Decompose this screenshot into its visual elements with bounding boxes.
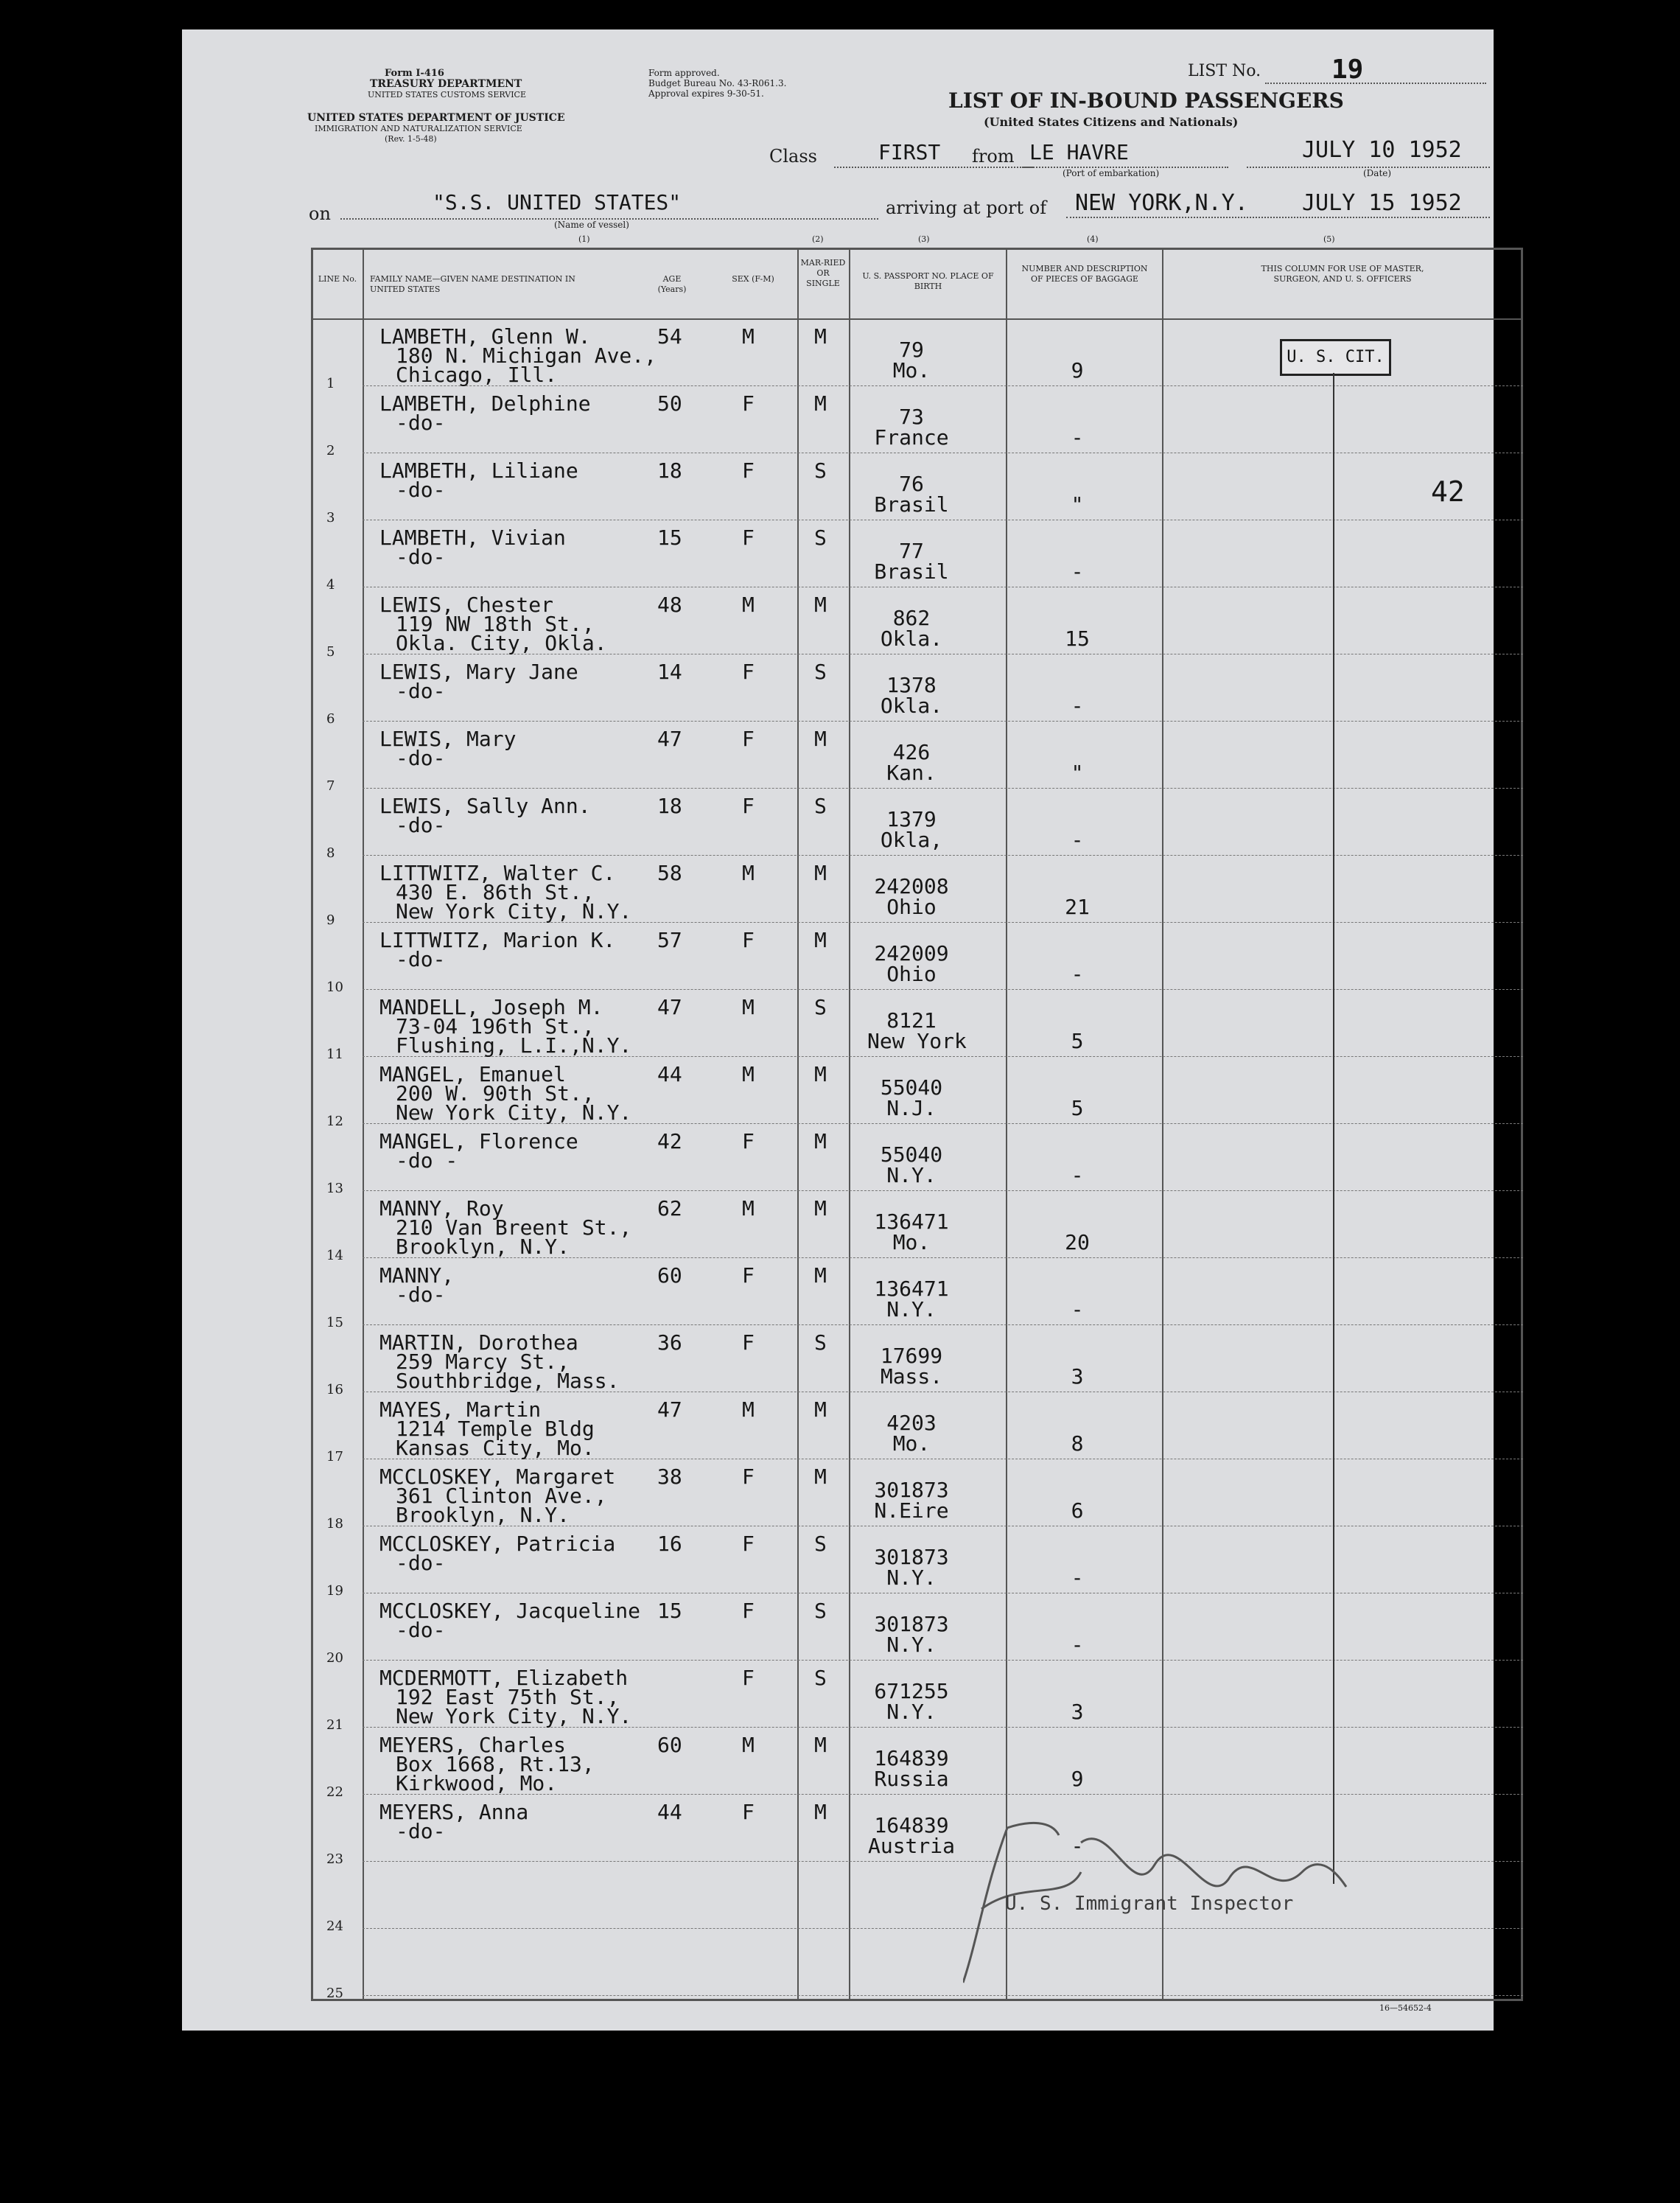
age: 15 (657, 1599, 682, 1623)
passport-number: 301873 (874, 1545, 949, 1569)
sex: F (742, 1330, 755, 1355)
line-number: 24 (326, 1919, 343, 1934)
passenger-name: LAMBETH, Glenn W. (379, 324, 591, 349)
destination: 180 N. Michigan Ave., (396, 343, 657, 368)
marital-status: S (814, 458, 827, 483)
header-age: AGE (Years) (657, 274, 687, 294)
destination: 200 W. 90th St., (396, 1081, 595, 1106)
destination: -do- (396, 813, 446, 837)
list-label: LIST No. (1188, 62, 1261, 80)
passport-number: 8121 (886, 1008, 937, 1033)
line-number: 25 (326, 1986, 343, 2001)
passport-number: 73 (899, 405, 924, 429)
age: 62 (657, 1196, 682, 1221)
header-line-no: LINE No. (318, 274, 357, 284)
sex: F (742, 526, 755, 550)
departure-date: JULY 10 1952 (1302, 137, 1462, 163)
destination-city: Kansas City, Mo. (396, 1436, 595, 1460)
passport-number: 242008 (874, 874, 949, 898)
arriving-label: arriving at port of (886, 198, 1047, 218)
baggage-count: " (1071, 761, 1084, 785)
sex: F (742, 1464, 755, 1489)
colnum-2: (2) (812, 234, 824, 244)
line-number: 13 (326, 1181, 343, 1196)
line-number: 12 (326, 1114, 343, 1129)
passport-number: 1378 (886, 673, 937, 697)
manifest-sheet (182, 29, 1494, 2031)
place-of-birth: Brasil (874, 492, 949, 517)
destination-city: Flushing, L.I.,N.Y. (396, 1033, 632, 1058)
passenger-name: MCCLOSKEY, Jacqueline (379, 1599, 641, 1623)
place-of-birth: Okla, (880, 828, 943, 852)
destination-city: Kirkwood, Mo. (396, 1771, 558, 1795)
sex: F (742, 1263, 755, 1288)
passport-number: 79 (899, 338, 924, 362)
class-value: FIRST (878, 140, 941, 164)
sex: F (742, 794, 755, 818)
line-number: 23 (326, 1851, 343, 1867)
place-of-birth: Mass. (880, 1364, 943, 1389)
destination-city: Chicago, Ill. (396, 363, 558, 387)
line-number: 9 (326, 912, 335, 928)
passport-number: 671255 (874, 1679, 949, 1703)
place-of-birth: N.Y. (886, 1565, 937, 1590)
marital-status: S (814, 660, 827, 684)
place-of-birth: Kan. (886, 761, 937, 785)
destination: Box 1668, Rt.13, (396, 1752, 595, 1776)
passenger-name: LEWIS, Mary (379, 727, 517, 751)
place-of-birth: N.Y. (886, 1700, 937, 1724)
destination: -do - (396, 1148, 458, 1173)
marital-status: M (814, 928, 827, 952)
passenger-name: LAMBETH, Delphine (379, 391, 591, 416)
passport-number: 164839 (874, 1813, 949, 1837)
margin-note: 42 (1431, 475, 1465, 508)
port-embarkation: LE HAVRE (1029, 140, 1129, 164)
baggage-count: 3 (1071, 1700, 1084, 1724)
sex: M (742, 861, 755, 885)
destination: -do- (396, 545, 446, 569)
passenger-name: LITTWITZ, Marion K. (379, 928, 616, 952)
line-number: 22 (326, 1784, 343, 1800)
vessel-note: (Name of vessel) (554, 220, 629, 230)
passenger-name: LITTWITZ, Walter C. (379, 861, 616, 885)
destination: -do- (396, 1551, 446, 1575)
destination: 210 Van Breent St., (396, 1215, 632, 1240)
age: 47 (657, 995, 682, 1019)
marital-status: S (814, 1330, 827, 1355)
destination: -do- (396, 1618, 446, 1642)
destination-city: New York City, N.Y. (396, 899, 632, 924)
baggage-count: - (1071, 1633, 1084, 1657)
line-number: 1 (326, 376, 335, 391)
signature-caption: U. S. Immigrant Inspector (1005, 1893, 1294, 1915)
destination: -do- (396, 947, 446, 971)
place-of-birth: Mo. (892, 1230, 931, 1254)
vessel-name: "S.S. UNITED STATES" (433, 190, 682, 214)
passenger-name: MCDERMOTT, Elizabeth (379, 1666, 629, 1690)
sex: M (742, 324, 755, 349)
destination: 259 Marcy St., (396, 1350, 570, 1374)
place-of-birth: Okla. (880, 694, 943, 718)
passport-number: 301873 (874, 1612, 949, 1636)
marital-status: M (814, 1800, 827, 1824)
passport-number: 17699 (880, 1344, 943, 1368)
baggage-count: - (1071, 559, 1084, 584)
marital-status: M (814, 1129, 827, 1153)
passenger-name: LEWIS, Sally Ann. (379, 794, 591, 818)
sex: F (742, 660, 755, 684)
age: 36 (657, 1330, 682, 1355)
age: 42 (657, 1129, 682, 1153)
marital-status: M (814, 1397, 827, 1422)
marital-status: M (814, 1464, 827, 1489)
marital-status: S (814, 1599, 827, 1623)
passenger-name: MEYERS, Anna (379, 1800, 529, 1824)
line-number: 7 (326, 778, 335, 794)
arrival-date: JULY 15 1952 (1302, 190, 1462, 216)
passport-number: 77 (899, 539, 924, 563)
line-number: 16 (326, 1382, 343, 1397)
dept-immigration: IMMIGRATION AND NATURALIZATION SERVICE (315, 124, 522, 133)
line-number: 11 (326, 1047, 343, 1062)
place-of-birth: Mo. (892, 1431, 931, 1456)
place-of-birth: N.Eire (874, 1498, 949, 1523)
passenger-name: MEYERS, Charles (379, 1733, 566, 1757)
line-number: 2 (326, 443, 335, 458)
age: 44 (657, 1062, 682, 1086)
approval-line-2: Budget Bureau No. 43-R061.3. (648, 78, 787, 88)
age: 47 (657, 727, 682, 751)
baggage-count: 9 (1071, 1767, 1084, 1791)
age: 38 (657, 1464, 682, 1489)
dept-treasury: TREASURY DEPARTMENT (370, 78, 522, 90)
header-sex: SEX (F-M) (732, 274, 774, 284)
baggage-count: - (1071, 962, 1084, 986)
line-number: 21 (326, 1717, 343, 1733)
marital-status: M (814, 1196, 827, 1221)
destination: -do- (396, 746, 446, 770)
header-name: FAMILY NAME—GIVEN NAME DESTINATION IN UNITED STATES (370, 274, 575, 294)
passport-number: 242009 (874, 941, 949, 966)
destination: 192 East 75th St., (396, 1685, 620, 1709)
age: 18 (657, 458, 682, 483)
age: 50 (657, 391, 682, 416)
class-label: Class (769, 146, 817, 167)
marital-status: S (814, 1532, 827, 1556)
passport-number: 55040 (880, 1075, 943, 1100)
form-revision: (Rev. 1-5-48) (385, 134, 437, 144)
baggage-count: 8 (1071, 1431, 1084, 1456)
sex: F (742, 458, 755, 483)
passport-number: 1379 (886, 807, 937, 831)
baggage-count: 5 (1071, 1096, 1084, 1120)
us-citizen-stamp: U. S. CIT. (1280, 339, 1391, 376)
passenger-name: MCCLOSKEY, Margaret (379, 1464, 616, 1489)
baggage-count: - (1071, 1565, 1084, 1590)
place-of-birth: Austria (867, 1834, 955, 1858)
destination-city: New York City, N.Y. (396, 1100, 632, 1125)
colnum-5: (5) (1323, 234, 1335, 244)
place-of-birth: Ohio (886, 895, 937, 919)
marital-status: M (814, 593, 827, 617)
passenger-name: MARTIN, Dorothea (379, 1330, 578, 1355)
passenger-name: MANGEL, Florence (379, 1129, 578, 1153)
on-label: on (309, 203, 331, 224)
passenger-name: MANGEL, Emanuel (379, 1062, 566, 1086)
line-number: 8 (326, 845, 335, 861)
place-of-birth: N.Y. (886, 1633, 937, 1657)
sex: M (742, 1062, 755, 1086)
age: 57 (657, 928, 682, 952)
destination: -do- (396, 411, 446, 435)
age: 15 (657, 526, 682, 550)
colnum-4: (4) (1087, 234, 1099, 244)
baggage-count: 3 (1071, 1364, 1084, 1389)
marital-status: M (814, 391, 827, 416)
marital-status: M (814, 861, 827, 885)
passenger-name: MANDELL, Joseph M. (379, 995, 603, 1019)
line-number: 18 (326, 1516, 343, 1532)
passenger-name: LAMBETH, Vivian (379, 526, 566, 550)
passport-number: 164839 (874, 1746, 949, 1770)
marital-status: S (814, 526, 827, 550)
line-number: 3 (326, 510, 335, 526)
passenger-name: LAMBETH, Liliane (379, 458, 578, 483)
age: 14 (657, 660, 682, 684)
date-note: (Date) (1363, 168, 1392, 178)
sex: F (742, 1129, 755, 1153)
baggage-count: - (1071, 1834, 1084, 1858)
passport-number: 55040 (880, 1142, 943, 1167)
baggage-count: - (1071, 1297, 1084, 1322)
header-officers: THIS COLUMN FOR USE OF MASTER, SURGEON, AND U. S. OFFICERS (1261, 264, 1424, 284)
passenger-name: MANNY, (379, 1263, 455, 1288)
sex: F (742, 1599, 755, 1623)
passenger-name: LEWIS, Chester (379, 593, 554, 617)
age: 48 (657, 593, 682, 617)
passport-number: 862 (892, 606, 931, 630)
destination-city: Brooklyn, N.Y. (396, 1503, 570, 1527)
line-number: 17 (326, 1449, 343, 1464)
marital-status: S (814, 1666, 827, 1690)
destination: 73-04 196th St., (396, 1014, 595, 1038)
age: 44 (657, 1800, 682, 1824)
list-number: 19 (1331, 55, 1364, 85)
place-of-birth: Mo. (892, 358, 931, 383)
destination: 361 Clinton Ave., (396, 1484, 607, 1508)
destination-city: Southbridge, Mass. (396, 1369, 620, 1393)
passenger-name: MCCLOSKEY, Patricia (379, 1532, 616, 1556)
baggage-count: 21 (1065, 895, 1090, 919)
sex: M (742, 1397, 755, 1422)
place-of-birth: N.Y. (886, 1163, 937, 1187)
sex: F (742, 1666, 755, 1690)
line-number: 14 (326, 1248, 343, 1263)
passport-number: 4203 (886, 1411, 937, 1435)
baggage-count: 9 (1071, 358, 1084, 383)
passport-number: 426 (892, 740, 931, 764)
line-number: 4 (326, 577, 335, 593)
sex: M (742, 593, 755, 617)
age: 54 (657, 324, 682, 349)
destination: -do- (396, 1282, 446, 1307)
marital-status: M (814, 727, 827, 751)
marital-status: M (814, 1062, 827, 1086)
sex: F (742, 727, 755, 751)
line-number: 19 (326, 1583, 343, 1599)
baggage-count: - (1071, 1163, 1084, 1187)
line-number: 20 (326, 1650, 343, 1666)
colnum-1: (1) (578, 234, 590, 244)
header-baggage: NUMBER AND DESCRIPTION OF PIECES OF BAGGAGE (1021, 264, 1148, 284)
baggage-count: 20 (1065, 1230, 1090, 1254)
age: 16 (657, 1532, 682, 1556)
destination: 430 E. 86th St., (396, 880, 595, 904)
destination: -do- (396, 1819, 446, 1843)
line-number: 10 (326, 980, 343, 995)
place-of-birth: Ohio (886, 962, 937, 986)
passport-number: 76 (899, 472, 924, 496)
marital-status: M (814, 1263, 827, 1288)
place-of-birth: Russia (874, 1767, 949, 1791)
place-of-birth: Okla. (880, 626, 943, 651)
passenger-name: MANNY, Roy (379, 1196, 504, 1221)
destination: 119 NW 18th St., (396, 612, 595, 636)
dept-customs: UNITED STATES CUSTOMS SERVICE (368, 90, 526, 99)
from-label: from (972, 146, 1015, 167)
marital-status: S (814, 995, 827, 1019)
line-number: 5 (326, 644, 335, 660)
place-of-birth: France (874, 425, 949, 450)
destination: 1214 Temple Bldg (396, 1417, 595, 1441)
baggage-count: 5 (1071, 1029, 1084, 1053)
age: 60 (657, 1733, 682, 1757)
colnum-3: (3) (918, 234, 930, 244)
marital-status: M (814, 324, 827, 349)
port-embark-note: (Port of embarkation) (1063, 168, 1160, 178)
sex: F (742, 1532, 755, 1556)
baggage-count: 15 (1065, 626, 1090, 651)
place-of-birth: N.J. (886, 1096, 937, 1120)
page-title: LIST OF IN-BOUND PASSENGERS (948, 88, 1344, 113)
arrival-port: NEW YORK,N.Y. (1075, 190, 1248, 216)
age: 18 (657, 794, 682, 818)
place-of-birth: New York (867, 1029, 967, 1053)
baggage-count: " (1071, 492, 1084, 517)
baggage-count: - (1071, 828, 1084, 852)
table-top-rule (311, 248, 1523, 250)
line-number: 6 (326, 711, 335, 727)
footer-code: 16—54652-4 (1379, 2003, 1432, 2013)
age: 60 (657, 1263, 682, 1288)
approval-line-1: Form approved. (648, 68, 720, 78)
form-number: Form I-416 (385, 68, 444, 79)
destination: -do- (396, 478, 446, 502)
baggage-count: - (1071, 694, 1084, 718)
sex: F (742, 1800, 755, 1824)
sex: F (742, 928, 755, 952)
place-of-birth: N.Y. (886, 1297, 937, 1322)
passenger-name: MAYES, Martin (379, 1397, 542, 1422)
destination-city: New York City, N.Y. (396, 1704, 632, 1728)
marital-status: M (814, 1733, 827, 1757)
sex: M (742, 1733, 755, 1757)
marital-status: S (814, 794, 827, 818)
place-of-birth: Brasil (874, 559, 949, 584)
destination: -do- (396, 679, 446, 703)
page-subtitle: (United States Citizens and Nationals) (984, 115, 1239, 129)
sex: F (742, 391, 755, 416)
line-number: 15 (326, 1315, 343, 1330)
sex: M (742, 995, 755, 1019)
age: 47 (657, 1397, 682, 1422)
passport-number: 136471 (874, 1277, 949, 1301)
baggage-count: 6 (1071, 1498, 1084, 1523)
header-passport: U. S. PASSPORT NO. PLACE OF BIRTH (862, 271, 994, 291)
sex: M (742, 1196, 755, 1221)
age: 58 (657, 861, 682, 885)
destination-city: Okla. City, Okla. (396, 631, 607, 655)
approval-line-3: Approval expires 9-30-51. (648, 88, 764, 99)
baggage-count: - (1071, 425, 1084, 450)
passport-number: 136471 (874, 1209, 949, 1234)
passenger-name: LEWIS, Mary Jane (379, 660, 578, 684)
header-married: MAR-RIED OR SINGLE (800, 258, 846, 288)
passport-number: 301873 (874, 1478, 949, 1502)
dept-justice: UNITED STATES DEPARTMENT OF JUSTICE (307, 112, 565, 124)
destination-city: Brooklyn, N.Y. (396, 1235, 570, 1259)
